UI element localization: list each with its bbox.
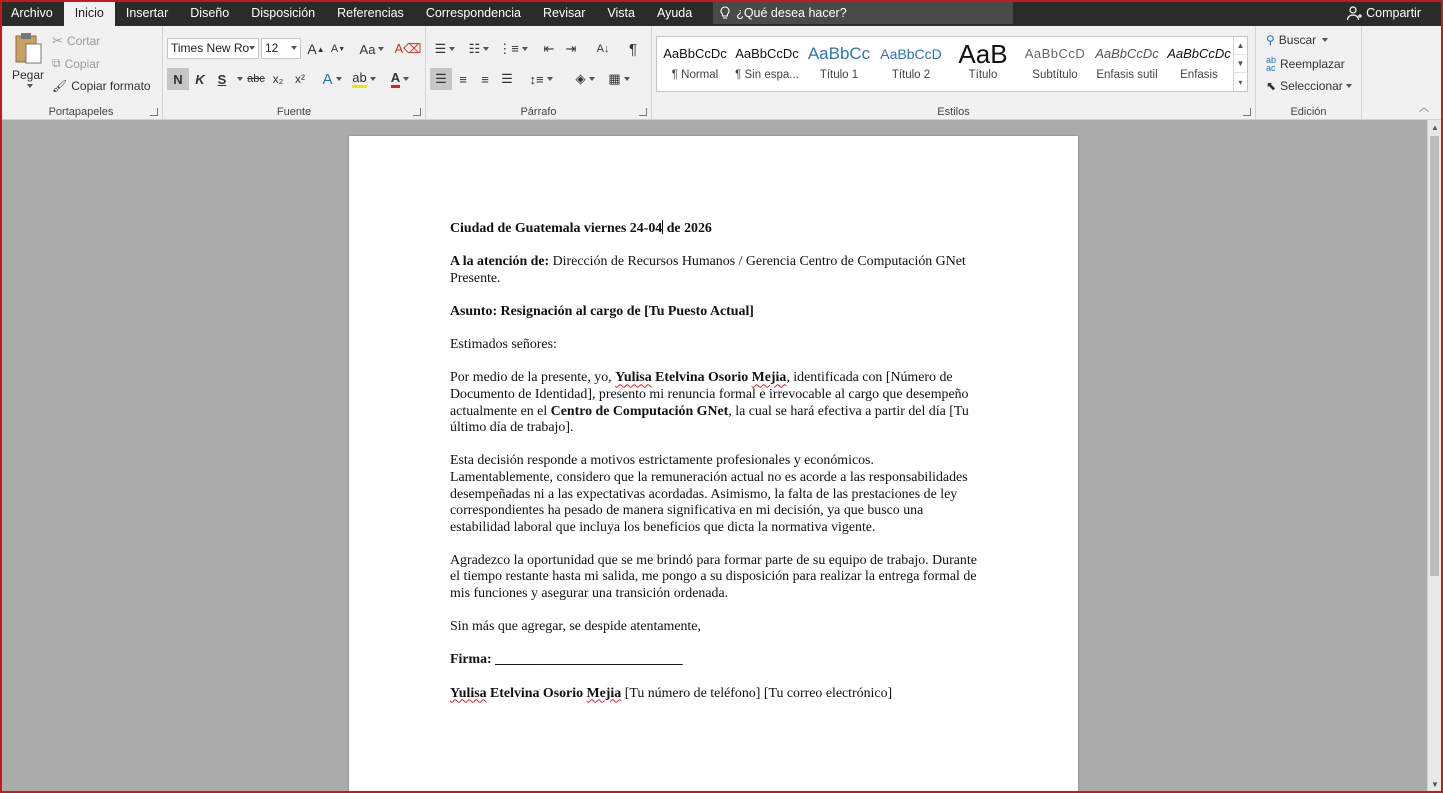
bold-button[interactable]: N <box>167 68 189 90</box>
align-center-button[interactable] <box>452 68 474 90</box>
style-heading-1[interactable] <box>805 39 873 89</box>
shrink-font-icon: A <box>330 43 339 55</box>
tab-ayuda[interactable]: Ayuda <box>656 6 693 20</box>
chevron-down-icon <box>370 77 376 81</box>
tab-referencias[interactable]: Referencias <box>337 6 404 20</box>
style-preview: AaBbCcDc <box>663 46 727 61</box>
scrollbar-thumb[interactable] <box>1430 136 1439 576</box>
style-preview: AaBbCcDc <box>1095 46 1159 61</box>
highlight-button[interactable] <box>353 68 375 90</box>
text-effects-icon: A <box>322 70 333 88</box>
select-button[interactable] <box>1266 79 1352 93</box>
document-area <box>0 120 1427 793</box>
chevron-down-icon <box>589 77 595 81</box>
tell-me-search[interactable] <box>713 2 1013 24</box>
contact-line: Yulisa Etelvina Osorio Mejia [Tu número de teléfono] [Tu correo electrónico] <box>450 685 893 701</box>
numbered-list-icon: ☷ <box>468 41 481 56</box>
format-painter-button[interactable] <box>52 79 151 93</box>
styles-group-label: Estilos <box>937 106 970 118</box>
style-subtitle[interactable] <box>1021 39 1089 89</box>
replace-label: Reemplazar <box>1280 57 1345 71</box>
justify-button[interactable] <box>496 68 518 90</box>
attention-line: A la atención de: Dirección de Recursos Humanos / Gerencia Centro de Computación GNet Presente. <box>450 254 966 286</box>
signature-line: Firma: ___________________________ <box>450 652 683 668</box>
paragraph-launcher-icon[interactable] <box>639 108 647 116</box>
tab-revisar[interactable]: Revisar <box>543 6 586 20</box>
chevron-down-icon <box>483 47 489 51</box>
chevron-up-icon[interactable]: ▲ <box>1234 37 1247 55</box>
pilcrow-icon: ¶ <box>628 40 638 58</box>
style-preview: AaBbCcD <box>880 46 942 62</box>
greeting: Estimados señores: <box>450 337 557 353</box>
scroll-down-icon[interactable]: ▼ <box>1431 779 1439 789</box>
editing-group-label: Edición <box>1290 106 1327 118</box>
format-painter-label: Copiar formato <box>71 79 151 93</box>
copy-label: Copiar <box>64 56 100 71</box>
document-body[interactable] <box>450 220 980 719</box>
tab-inicio[interactable]: Inicio <box>64 0 115 26</box>
style-heading-2[interactable] <box>877 39 945 89</box>
chevron-down-icon <box>249 46 255 50</box>
style-subtle-emphasis[interactable] <box>1093 39 1161 89</box>
styles-gallery <box>656 36 1248 92</box>
paragraph-3: Agradezco la oportunidad que se me brindó para formar parte de su equipo de trabajo. Durante el tiempo restante hasta mi salida, me pongo a su disposición para realizar la entrega formal de mis funciones y asegurar una transición ordenada. <box>450 552 977 602</box>
multilevel-list-button[interactable] <box>498 38 528 60</box>
lightbulb-icon <box>719 6 731 20</box>
increase-indent-button[interactable] <box>560 38 582 60</box>
person-icon <box>1346 5 1362 21</box>
clear-formatting-button[interactable] <box>394 38 422 60</box>
sort-button[interactable] <box>592 38 614 60</box>
borders-button[interactable] <box>604 68 634 90</box>
superscript-button[interactable]: x² <box>295 72 305 86</box>
paintbrush-icon: 🖌 <box>52 79 68 93</box>
grow-font-button[interactable]: A ▲ <box>307 41 325 57</box>
shading-button[interactable] <box>570 68 600 90</box>
style-name: Título 1 <box>819 69 859 81</box>
align-left-icon: ☰ <box>435 71 447 86</box>
underline-button[interactable]: S <box>217 71 227 87</box>
chevron-down-icon <box>291 46 297 50</box>
paragraph-group-label: Párrafo <box>520 106 557 118</box>
tab-diseno[interactable]: Diseño <box>190 6 230 20</box>
line-spacing-icon: ↕≡ <box>529 71 544 87</box>
ribbon <box>0 26 1443 120</box>
font-size-select[interactable] <box>261 38 301 59</box>
chevron-down-icon <box>449 47 455 51</box>
clipboard-group-label: Portapapeles <box>48 106 114 118</box>
styles-launcher-icon[interactable] <box>1243 108 1251 116</box>
style-name: Énfasis <box>1180 69 1218 81</box>
font-launcher-icon[interactable] <box>413 108 421 116</box>
replace-icon: ab ac <box>1266 55 1277 73</box>
ribbon-tab-bar <box>0 0 1443 26</box>
decrease-indent-button[interactable] <box>538 38 560 60</box>
chevron-down-icon[interactable]: ▼ <box>1234 55 1247 73</box>
style-preview: AaBbCcD <box>1024 46 1086 61</box>
replace-button[interactable] <box>1266 56 1345 72</box>
editing-group <box>1256 26 1362 120</box>
bullet-list-icon: ☰ <box>434 41 447 56</box>
highlighter-icon: ab <box>352 71 366 88</box>
chevron-down-icon <box>547 77 553 81</box>
share-label: Compartir <box>1366 6 1421 20</box>
style-name: Subtítulo <box>1032 69 1078 81</box>
tab-archivo[interactable]: Archivo <box>11 6 53 20</box>
cut-label: Cortar <box>66 34 101 48</box>
shrink-font-button[interactable]: A ▼ <box>330 43 346 55</box>
line-spacing-button[interactable] <box>526 68 556 90</box>
tab-correspondencia[interactable]: Correspondencia <box>425 6 522 20</box>
more-styles-icon[interactable]: ▾ <box>1238 77 1243 87</box>
styles-scroll <box>1233 37 1247 91</box>
borders-icon: ▦ <box>608 71 621 86</box>
date-line: Ciudad de Guatemala viernes 24-04 de 2026 <box>450 221 712 236</box>
align-center-icon: ≡ <box>459 71 467 87</box>
style-preview: AaBbCcDc <box>735 46 799 61</box>
chevron-down-icon <box>624 77 630 81</box>
align-right-icon: ≡ <box>481 71 489 87</box>
justify-icon: ☰ <box>501 71 513 86</box>
style-name: Énfasis sutil <box>1096 69 1158 81</box>
style-preview: AaB <box>958 39 1008 69</box>
style-emphasis[interactable] <box>1165 39 1233 89</box>
decrease-indent-icon: ⇤ <box>543 41 555 56</box>
change-case-label: Aa <box>359 41 376 57</box>
paragraph-1: Por medio de la presente, yo, Yulisa Etelvina Osorio Mejia, identificada con [Número de Documento de Identidad], presento mi renuncia formal e irrevocable al cargo que desempeño actualmente en el Centro de Computación GNet, la cual se hará efectiva a partir del día [Tu último día de trabajo]. <box>450 370 969 436</box>
paint-bucket-icon: ◈ <box>575 71 586 86</box>
chevron-down-icon <box>1346 84 1352 88</box>
vertical-scrollbar[interactable] <box>1427 120 1441 791</box>
underline-dropdown[interactable] <box>233 68 243 90</box>
eraser-icon: A⌫ <box>394 41 422 56</box>
font-name-select[interactable] <box>167 38 259 59</box>
subject-line: Asunto: Resignación al cargo de [Tu Puesto Actual] <box>450 303 754 319</box>
style-name: ¶ Sin espa... <box>735 69 799 81</box>
style-name: ¶ Normal <box>671 69 719 81</box>
tab-disposicion[interactable]: Disposición <box>251 6 316 20</box>
font-group-label: Fuente <box>276 106 312 118</box>
subscript-button[interactable]: x₂ <box>272 72 284 86</box>
scissors-icon: ✂ <box>52 33 63 48</box>
chevron-down-icon <box>1322 38 1328 42</box>
chevron-down-icon <box>378 47 384 51</box>
style-no-spacing[interactable] <box>733 39 801 89</box>
style-name: Título 2 <box>891 69 931 81</box>
magnifier-icon: ⚲ <box>1266 33 1275 47</box>
cursor-arrow-icon: ⬉ <box>1266 79 1277 93</box>
show-marks-button[interactable] <box>622 38 644 60</box>
clipboard-icon <box>13 32 43 66</box>
increase-indent-icon: ⇥ <box>565 41 577 56</box>
chevron-down-icon <box>403 77 409 81</box>
tell-me-label: ¿Qué desea hacer? <box>736 6 847 20</box>
find-button[interactable] <box>1266 33 1328 47</box>
font-color-icon: A <box>391 71 400 88</box>
bullets-button[interactable] <box>430 38 460 60</box>
align-left-button[interactable] <box>430 68 452 90</box>
share-button[interactable] <box>1346 0 1421 26</box>
tab-insertar[interactable]: Insertar <box>125 6 169 20</box>
clipboard-launcher-icon[interactable] <box>150 108 158 116</box>
scroll-up-icon[interactable]: ▲ <box>1431 122 1439 132</box>
multilevel-list-icon: ⋮≡ <box>498 41 519 56</box>
text-effects-button[interactable] <box>321 68 343 90</box>
font-group <box>163 26 426 120</box>
document-page[interactable] <box>349 136 1078 793</box>
sort-icon: A↓ <box>596 43 610 55</box>
numbering-button[interactable] <box>464 38 494 60</box>
font-name-value: Times New Ro <box>171 41 250 55</box>
paste-button[interactable] <box>8 32 48 88</box>
style-preview: AaBbCcDc <box>1167 46 1231 61</box>
tab-vista[interactable]: Vista <box>607 6 635 20</box>
chevron-down-icon <box>336 77 342 81</box>
paragraph-2: Esta decisión responde a motivos estrictamente profesionales y económicos. Lamentablemente, considero que la remuneración actual no es acorde a las responsabilidades desempeñadas ni a las expectativas acordadas. Asimismo, la falta de las prestaciones de ley correspondientes ha pesado de manera significativa en mi decisión, ya que busco una estabilidad laboral que incluya los beneficios que dicta la normativa vigente. <box>450 453 968 535</box>
paragraph-group <box>426 26 652 120</box>
clipboard-group <box>0 26 163 120</box>
italic-button[interactable]: K <box>195 71 205 87</box>
align-right-button[interactable] <box>474 68 496 90</box>
change-case-button[interactable] <box>357 38 387 60</box>
font-size-value: 12 <box>265 41 279 55</box>
collapse-ribbon-icon[interactable]: ︿ <box>1419 102 1429 114</box>
cut-button[interactable] <box>52 33 100 49</box>
closing-line: Sin más que agregar, se despide atentamente, <box>450 619 701 635</box>
chevron-down-icon <box>237 77 243 81</box>
copy-button[interactable] <box>52 56 100 71</box>
select-label: Seleccionar <box>1280 79 1343 93</box>
style-normal[interactable] <box>661 39 729 89</box>
strikethrough-button[interactable]: abc <box>247 73 265 85</box>
style-preview: AaBbCc <box>807 44 871 63</box>
font-color-button[interactable] <box>389 68 411 90</box>
grow-font-icon: A <box>307 41 317 57</box>
paste-label: Pegar <box>11 68 45 82</box>
style-title[interactable] <box>949 39 1017 89</box>
style-name: Título <box>968 69 998 81</box>
paste-dropdown-icon[interactable] <box>27 84 33 88</box>
find-label: Buscar <box>1278 33 1317 47</box>
copy-icon: ⧉ <box>52 56 61 70</box>
chevron-down-icon <box>522 47 528 51</box>
